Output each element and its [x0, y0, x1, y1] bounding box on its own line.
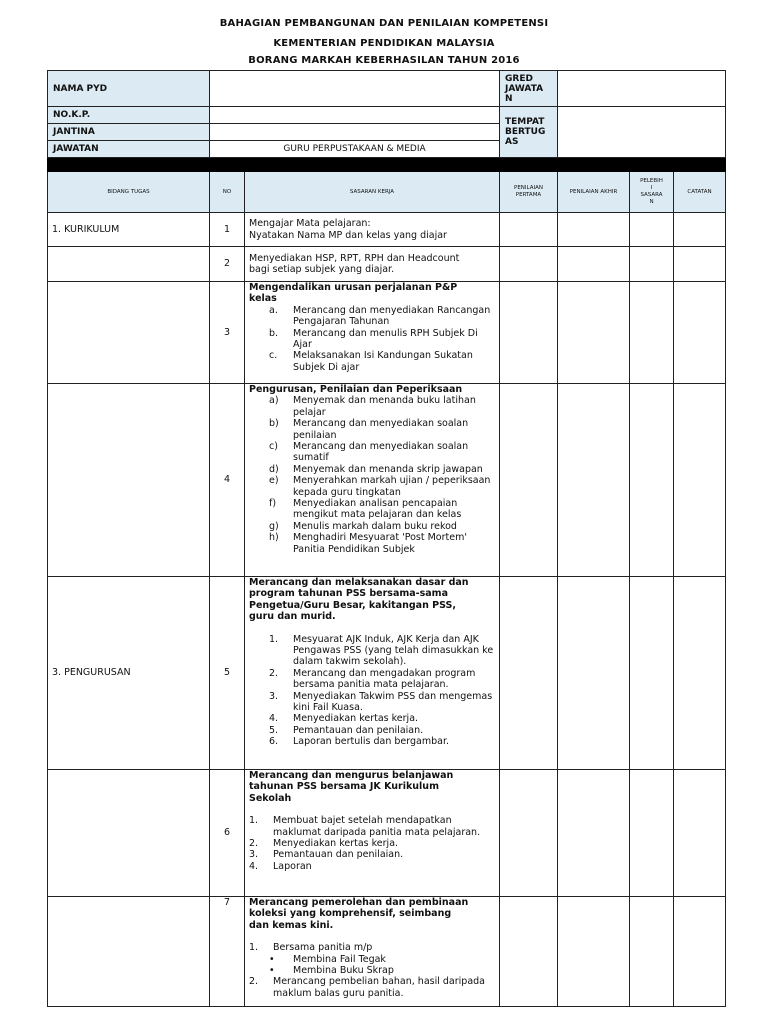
bidang-cell: 3. PENGURUSAN	[48, 577, 210, 770]
penilaian-pertama-cell[interactable]	[500, 577, 558, 770]
markah-table	[47, 158, 726, 1007]
penilaian-akhir-cell[interactable]	[558, 213, 630, 247]
gred-jawatan-field[interactable]	[558, 71, 726, 107]
penilaian-akhir-cell[interactable]	[558, 384, 630, 577]
penilaian-pertama-cell[interactable]	[500, 282, 558, 384]
penilaian-pertama-cell[interactable]	[500, 897, 558, 1007]
header-title-line3: BORANG MARKAH KEBERHASILAN TAHUN 2016	[248, 55, 520, 66]
catatan-cell[interactable]	[674, 770, 726, 897]
col-pelebihi-sasaran: PELEBIH I SASARA N	[630, 172, 674, 213]
header-title-line1: BAHAGIAN PEMBANGUNAN DAN PENILAIAN KOMPETENSI	[219, 18, 549, 29]
bidang-cell	[48, 247, 210, 282]
col-bidang-tugas: BIDANG TUGAS	[48, 172, 210, 213]
sasaran-cell: Merancang pemerolehan dan pembinaan koleksi yang komprehensif, seimbang dan kemas kini. 1. Bersama panitia m/p • Membina Fail Tegak • Membina Buku Skrap 2. Merancang pembelian bahan, hasil daripada maklum balas guru panitia.	[245, 897, 500, 1007]
col-no: NO	[210, 172, 245, 213]
sasaran-cell: Pengurusan, Penilaian dan Peperiksaan a) Menyemak dan menanda buku latihan pelajar b) Merancang dan menyediakan soalan penilaian c) Merancang dan menyediakan soalan sumatif d) Menyemak dan menanda skrip jawapan e) Menyerahkan markah ujian / peperiksaan kepada guru tingkatan f) Menyediakan analisan pencapaian mengikut mata pelajaran dan kelas g) Menulis markah dalam buku rekod h) Menghadiri Mesyuarat 'Post Mortem' Panitia Pendidikan Subjek	[245, 384, 500, 577]
sasaran-cell: Merancang dan melaksanakan dasar dan program tahunan PSS bersama-sama Pengetua/Guru Besar, kakitangan PSS, guru dan murid. 1. Mesyuarat AJK Induk, AJK Kerja dan AJK Pengawas PSS (yang telah dimasukkan ke dalam takwim sekolah). 2. Merancang dan mengadakan program bersama panitia mata pelajaran. 3. Menyediakan Takwim PSS dan mengemas kini Fail Kuasa. 4. Menyediakan kertas kerja. 5. Pemantauan dan penilaian. 6. Laporan bertulis dan bergambar.	[245, 577, 500, 770]
bidang-cell	[48, 770, 210, 897]
penilaian-akhir-cell[interactable]	[558, 577, 630, 770]
jawatan-value: GURU PERPUSTAKAAN & MEDIA	[210, 141, 500, 158]
sasaran-cell: Menyediakan HSP, RPT, RPH dan Headcount bagi setiap subjek yang diajar.	[245, 247, 500, 282]
catatan-cell[interactable]	[674, 213, 726, 247]
table-row	[48, 770, 726, 897]
pyd-info-table	[47, 70, 726, 158]
no-cell: 6	[210, 770, 245, 897]
pelebihi-cell[interactable]	[630, 384, 674, 577]
catatan-cell[interactable]	[674, 247, 726, 282]
no-cell: 4	[210, 384, 245, 577]
pelebihi-cell[interactable]	[630, 247, 674, 282]
table-row	[48, 247, 726, 282]
jantina-field[interactable]	[210, 124, 500, 141]
col-penilaian-akhir: PENILAIAN AKHIR	[558, 172, 630, 213]
sasaran-cell: Mengajar Mata pelajaran: Nyatakan Nama MP dan kelas yang diajar	[245, 213, 500, 247]
nokp-label: NO.K.P.	[48, 107, 210, 124]
nokp-field[interactable]	[210, 107, 500, 124]
pelebihi-cell[interactable]	[630, 213, 674, 247]
column-header-row	[48, 172, 726, 213]
penilaian-pertama-cell[interactable]	[500, 384, 558, 577]
catatan-cell[interactable]	[674, 577, 726, 770]
penilaian-akhir-cell[interactable]	[558, 897, 630, 1007]
nama-pyd-label: NAMA PYD	[48, 71, 210, 107]
pelebihi-cell[interactable]	[630, 770, 674, 897]
bidang-cell	[48, 897, 210, 1007]
col-penilaian-pertama: PENILAIAN PERTAMA	[500, 172, 558, 213]
table-row	[48, 897, 726, 1007]
tempat-bertugas-label: TEMPAT BERTUG AS	[500, 107, 558, 158]
pelebihi-cell[interactable]	[630, 897, 674, 1007]
no-cell: 1	[210, 213, 245, 247]
penilaian-pertama-cell[interactable]	[500, 770, 558, 897]
penilaian-pertama-cell[interactable]	[500, 213, 558, 247]
bidang-cell: 1. KURIKULUM	[48, 213, 210, 247]
no-cell: 2	[210, 247, 245, 282]
bidang-cell	[48, 282, 210, 384]
no-cell: 3	[210, 282, 245, 384]
table-row	[48, 577, 726, 770]
sasaran-cell: Merancang dan mengurus belanjawan tahunan PSS bersama JK Kurikulum Sekolah 1. Membuat bajet setelah mendapatkan maklumat daripada panitia mata pelajaran. 2. Menyediakan kertas kerja. 3. Pemantauan dan penilaian. 4. Laporan	[245, 770, 500, 897]
no-cell: 7	[210, 897, 245, 1007]
penilaian-akhir-cell[interactable]	[558, 770, 630, 897]
bidang-cell	[48, 384, 210, 577]
catatan-cell[interactable]	[674, 282, 726, 384]
pelebihi-cell[interactable]	[630, 577, 674, 770]
penilaian-pertama-cell[interactable]	[500, 247, 558, 282]
gred-jawatan-label: GRED JAWATA N	[500, 71, 558, 107]
jawatan-label: JAWATAN	[48, 141, 210, 158]
table-row	[48, 213, 726, 247]
table-row	[48, 384, 726, 577]
penilaian-akhir-cell[interactable]	[558, 282, 630, 384]
col-catatan: CATATAN	[674, 172, 726, 213]
table-row	[48, 282, 726, 384]
no-cell: 5	[210, 577, 245, 770]
tempat-bertugas-field[interactable]	[558, 107, 726, 158]
jantina-label: JANTINA	[48, 124, 210, 141]
sasaran-cell: Mengendalikan urusan perjalanan P&P kelas a. Merancang dan menyediakan Rancangan Pengajaran Tahunan b. Merancang dan menulis RPH Subjek Di Ajar c. Melaksanakan Isi Kandungan Sukatan Subjek Di ajar	[245, 282, 500, 384]
nama-pyd-field[interactable]	[210, 71, 500, 107]
header-title-line2: KEMENTERIAN PENDIDIKAN MALAYSIA	[273, 38, 495, 49]
black-divider-bar	[48, 159, 726, 172]
pelebihi-cell[interactable]	[630, 282, 674, 384]
penilaian-akhir-cell[interactable]	[558, 247, 630, 282]
catatan-cell[interactable]	[674, 384, 726, 577]
catatan-cell[interactable]	[674, 897, 726, 1007]
col-sasaran-kerja: SASARAN KERJA	[245, 172, 500, 213]
